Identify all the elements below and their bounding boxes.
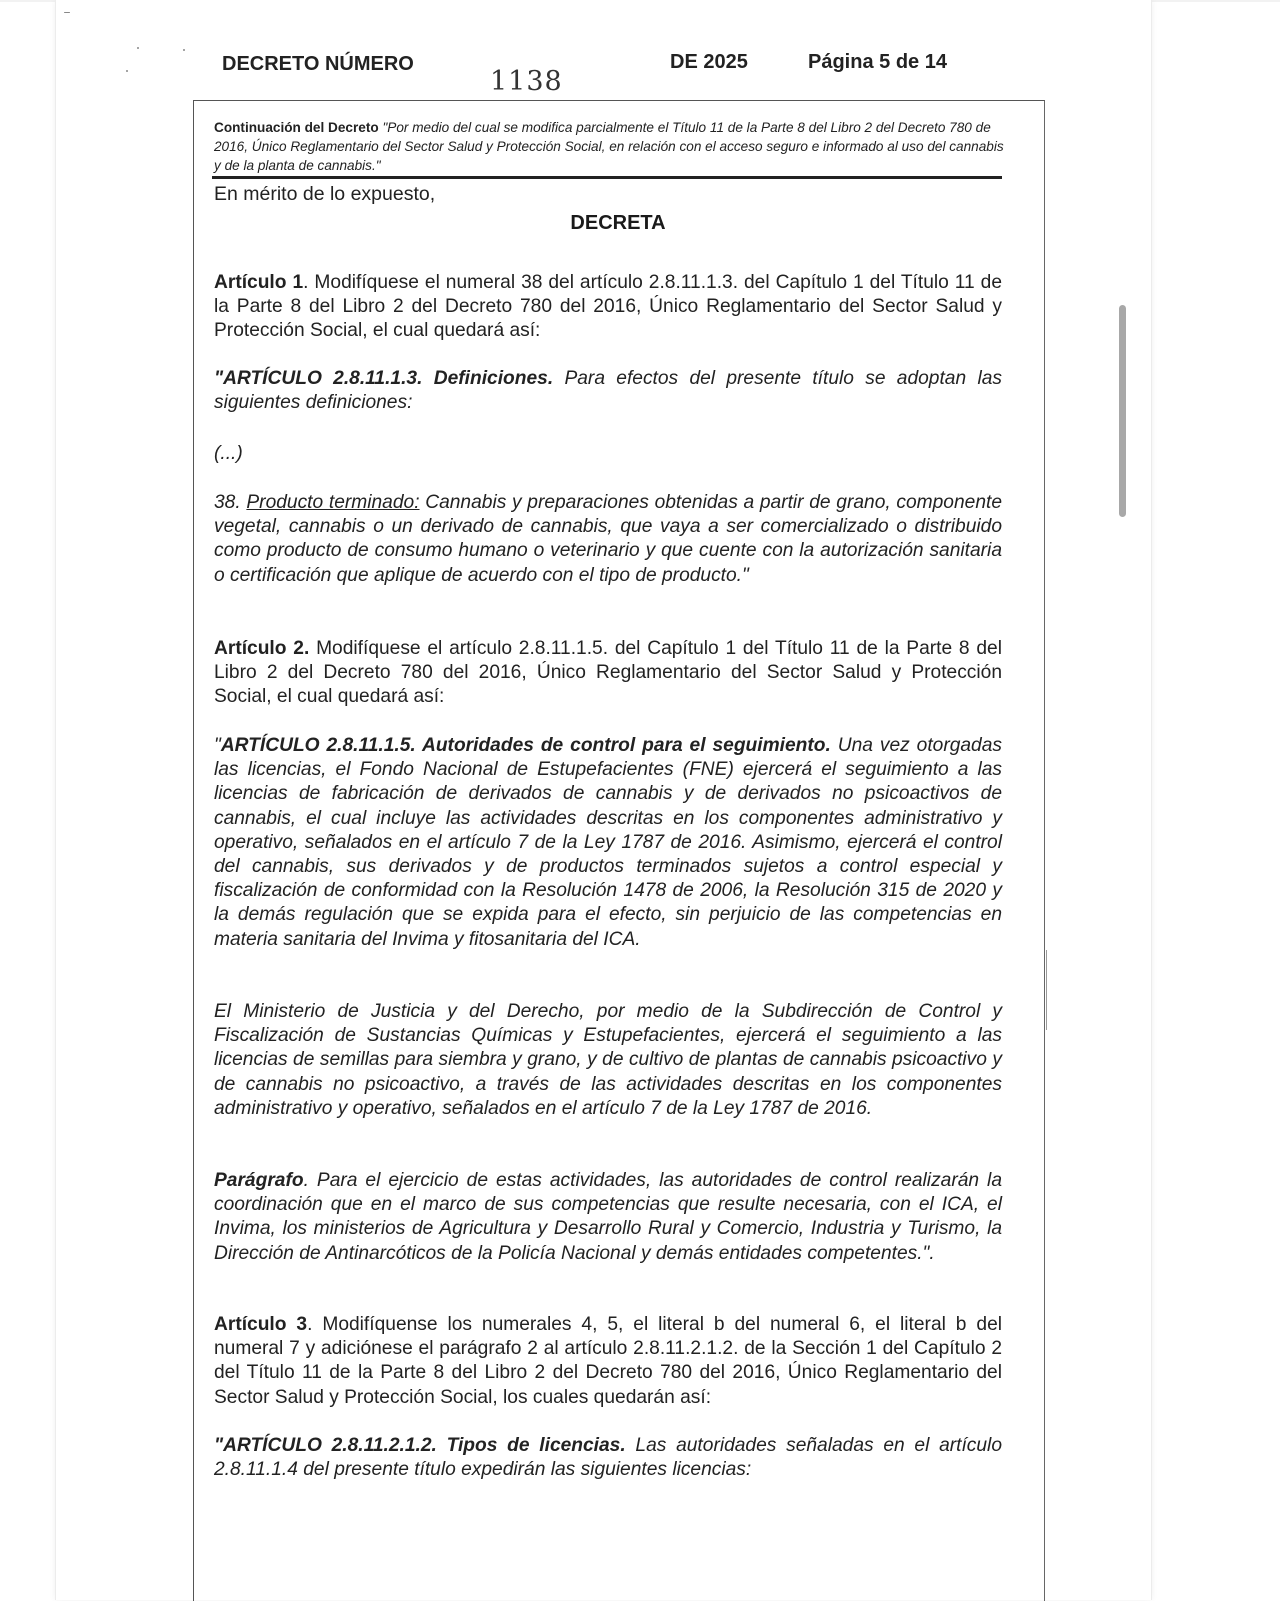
intro-text: En mérito de lo expuesto, xyxy=(214,183,436,205)
scan-artifact-line xyxy=(1046,950,1047,1030)
numeral-38-text: Cannabis y preparaciones obtenidas a partir de grano, componente vegetal, cannabis o un derivado de cannabis, que vaya a ser comercializado o distribuido como producto de consumo humano o veterinario y que cuente con la autorización sanitaria o certificación que aplique de acuerdo con el tipo de producto." xyxy=(214,492,1002,586)
article-1-quote xyxy=(214,367,1002,415)
numeral-38 xyxy=(214,491,1002,588)
numeral-38-number: 38. xyxy=(214,492,247,513)
decree-year: DE 2025 xyxy=(670,51,748,73)
article-2-quote xyxy=(214,734,1002,952)
continuation-lead: Continuación del Decreto xyxy=(214,120,379,135)
article-2-text: Modifíquese el artículo 2.8.11.1.5. del Capítulo 1 del Título 11 de la Parte 8 del Libro 2 del Decreto 780 del 2016, Único Reglamentario del Sector Salud y Protección Social, el cual quedará así: xyxy=(214,638,1002,708)
paragrafo-label: Parágrafo xyxy=(214,1170,304,1191)
document-header xyxy=(0,48,1280,98)
article-3-quote-heading: "ARTÍCULO 2.8.11.2.1.2. Tipos de licencias. xyxy=(214,1435,626,1456)
page-indicator: Página 5 de 14 xyxy=(808,51,947,73)
ellipsis: (...) xyxy=(214,443,243,464)
article-3-label: Artículo 3 xyxy=(214,1314,308,1335)
paragrafo xyxy=(214,1169,1002,1266)
decreta-heading: DECRETA xyxy=(570,212,666,234)
article-2-ministerio: El Ministerio de Justicia y del Derecho, por medio de la Subdirección de Control y Fiscalización de Sustancias Químicas y Estupefacientes, ejercerá el seguimiento a las licencias de semillas para siembra y grano, y de cultivo de plantas de cannabis psicoactivo y de cannabis no psicoactivo, a través de las actividades descritas en los componentes administrativo y operativo, señalados en el artículo 7 de la Ley 1787 de 2016. xyxy=(214,1001,1002,1119)
article-2-quote-text: Una vez otorgadas las licencias, el Fondo Nacional de Estupefacientes (FNE) ejercerá el seguimiento a las licencias de fabricación de derivados de cannabis y de derivados no psicoactivos de cannabis, el cual incluye las actividades descritas en los componentes administrativo y operativo, señalados en el artículo 7 de la Ley 1787 de 2016. Asimismo, ejercerá el control del cannabis, sus derivados y de productos terminados sujetos a control especial y fiscalización de conformidad con la Resolución 1478 de 2006, la Resolución 315 de 2020 y la demás regulación que se expida para el efecto, sin perjuicio de las competencias en materia sanitaria del Invima y fitosanitaria del ICA. xyxy=(214,735,1002,950)
article-2-quote-open: " xyxy=(214,735,221,756)
article-1-label: Artículo 1 xyxy=(214,272,304,293)
decree-number: 1138 xyxy=(490,66,563,97)
header-rule xyxy=(212,176,1002,179)
article-3-text: . Modifíquense los numerales 4, 5, el literal b del numeral 6, el literal b del numeral 7 y adiciónese el parágrafo 2 al artículo 2.8.11.2.1.2. de la Sección 1 del Capítulo 2 del Título 11 de la Parte 8 del Libro 2 del Decreto 780 del 2016, Único Reglamentario del Sector Salud y Protección Social, los cuales quedarán así: xyxy=(214,1314,1002,1408)
article-1-quote-text: Para efectos del presente título se adoptan las siguientes definiciones: xyxy=(214,368,1002,414)
numeral-38-term: Producto terminado: xyxy=(246,492,420,513)
article-1-quote-heading: "ARTÍCULO 2.8.11.1.3. Definiciones. xyxy=(214,368,554,389)
article-3 xyxy=(214,1313,1002,1410)
scan-speck xyxy=(64,12,70,13)
continuation-title: "Por medio del cual se modifica parcialmente el Título 11 de la Parte 8 del Libro 2 del Decreto 780 de 2016, Único Reglamentario del Sector Salud y Protección Social, en relación con el acceso seguro e informado al uso del cannabis y de la planta de cannabis." xyxy=(214,120,1004,173)
scrollbar-thumb[interactable] xyxy=(1119,305,1126,517)
continuation-header xyxy=(214,118,1004,175)
decree-label: DECRETO NÚMERO xyxy=(222,53,414,75)
article-1-text: . Modifíquese el numeral 38 del artículo 2.8.11.1.3. del Capítulo 1 del Título 11 de la Parte 8 del Libro 2 del Decreto 780 del 2016, Único Reglamentario del Sector Salud y Protección Social, el cual quedará así: xyxy=(214,272,1002,342)
article-2-label: Artículo 2. xyxy=(214,638,310,659)
article-2-quote-heading: ARTÍCULO 2.8.11.1.5. Autoridades de control para el seguimiento. xyxy=(220,735,831,756)
article-3-quote-text: Las autoridades señaladas en el artículo 2.8.11.1.4 del presente título expedirán las siguientes licencias: xyxy=(214,1435,1002,1481)
article-2 xyxy=(214,637,1002,710)
paragrafo-text: . Para el ejercicio de estas actividades, las autoridades de control realizarán la coordinación que en el marco de sus competencias que resulte necesaria, con el ICA, el Invima, los ministerios de Agricultura y Desarrollo Rural y Comercio, Industria y Turismo, la Dirección de Antinarcóticos de la Policía Nacional y demás entidades competentes.". xyxy=(214,1170,1002,1264)
article-1 xyxy=(214,271,1002,344)
article-3-quote xyxy=(214,1434,1002,1482)
